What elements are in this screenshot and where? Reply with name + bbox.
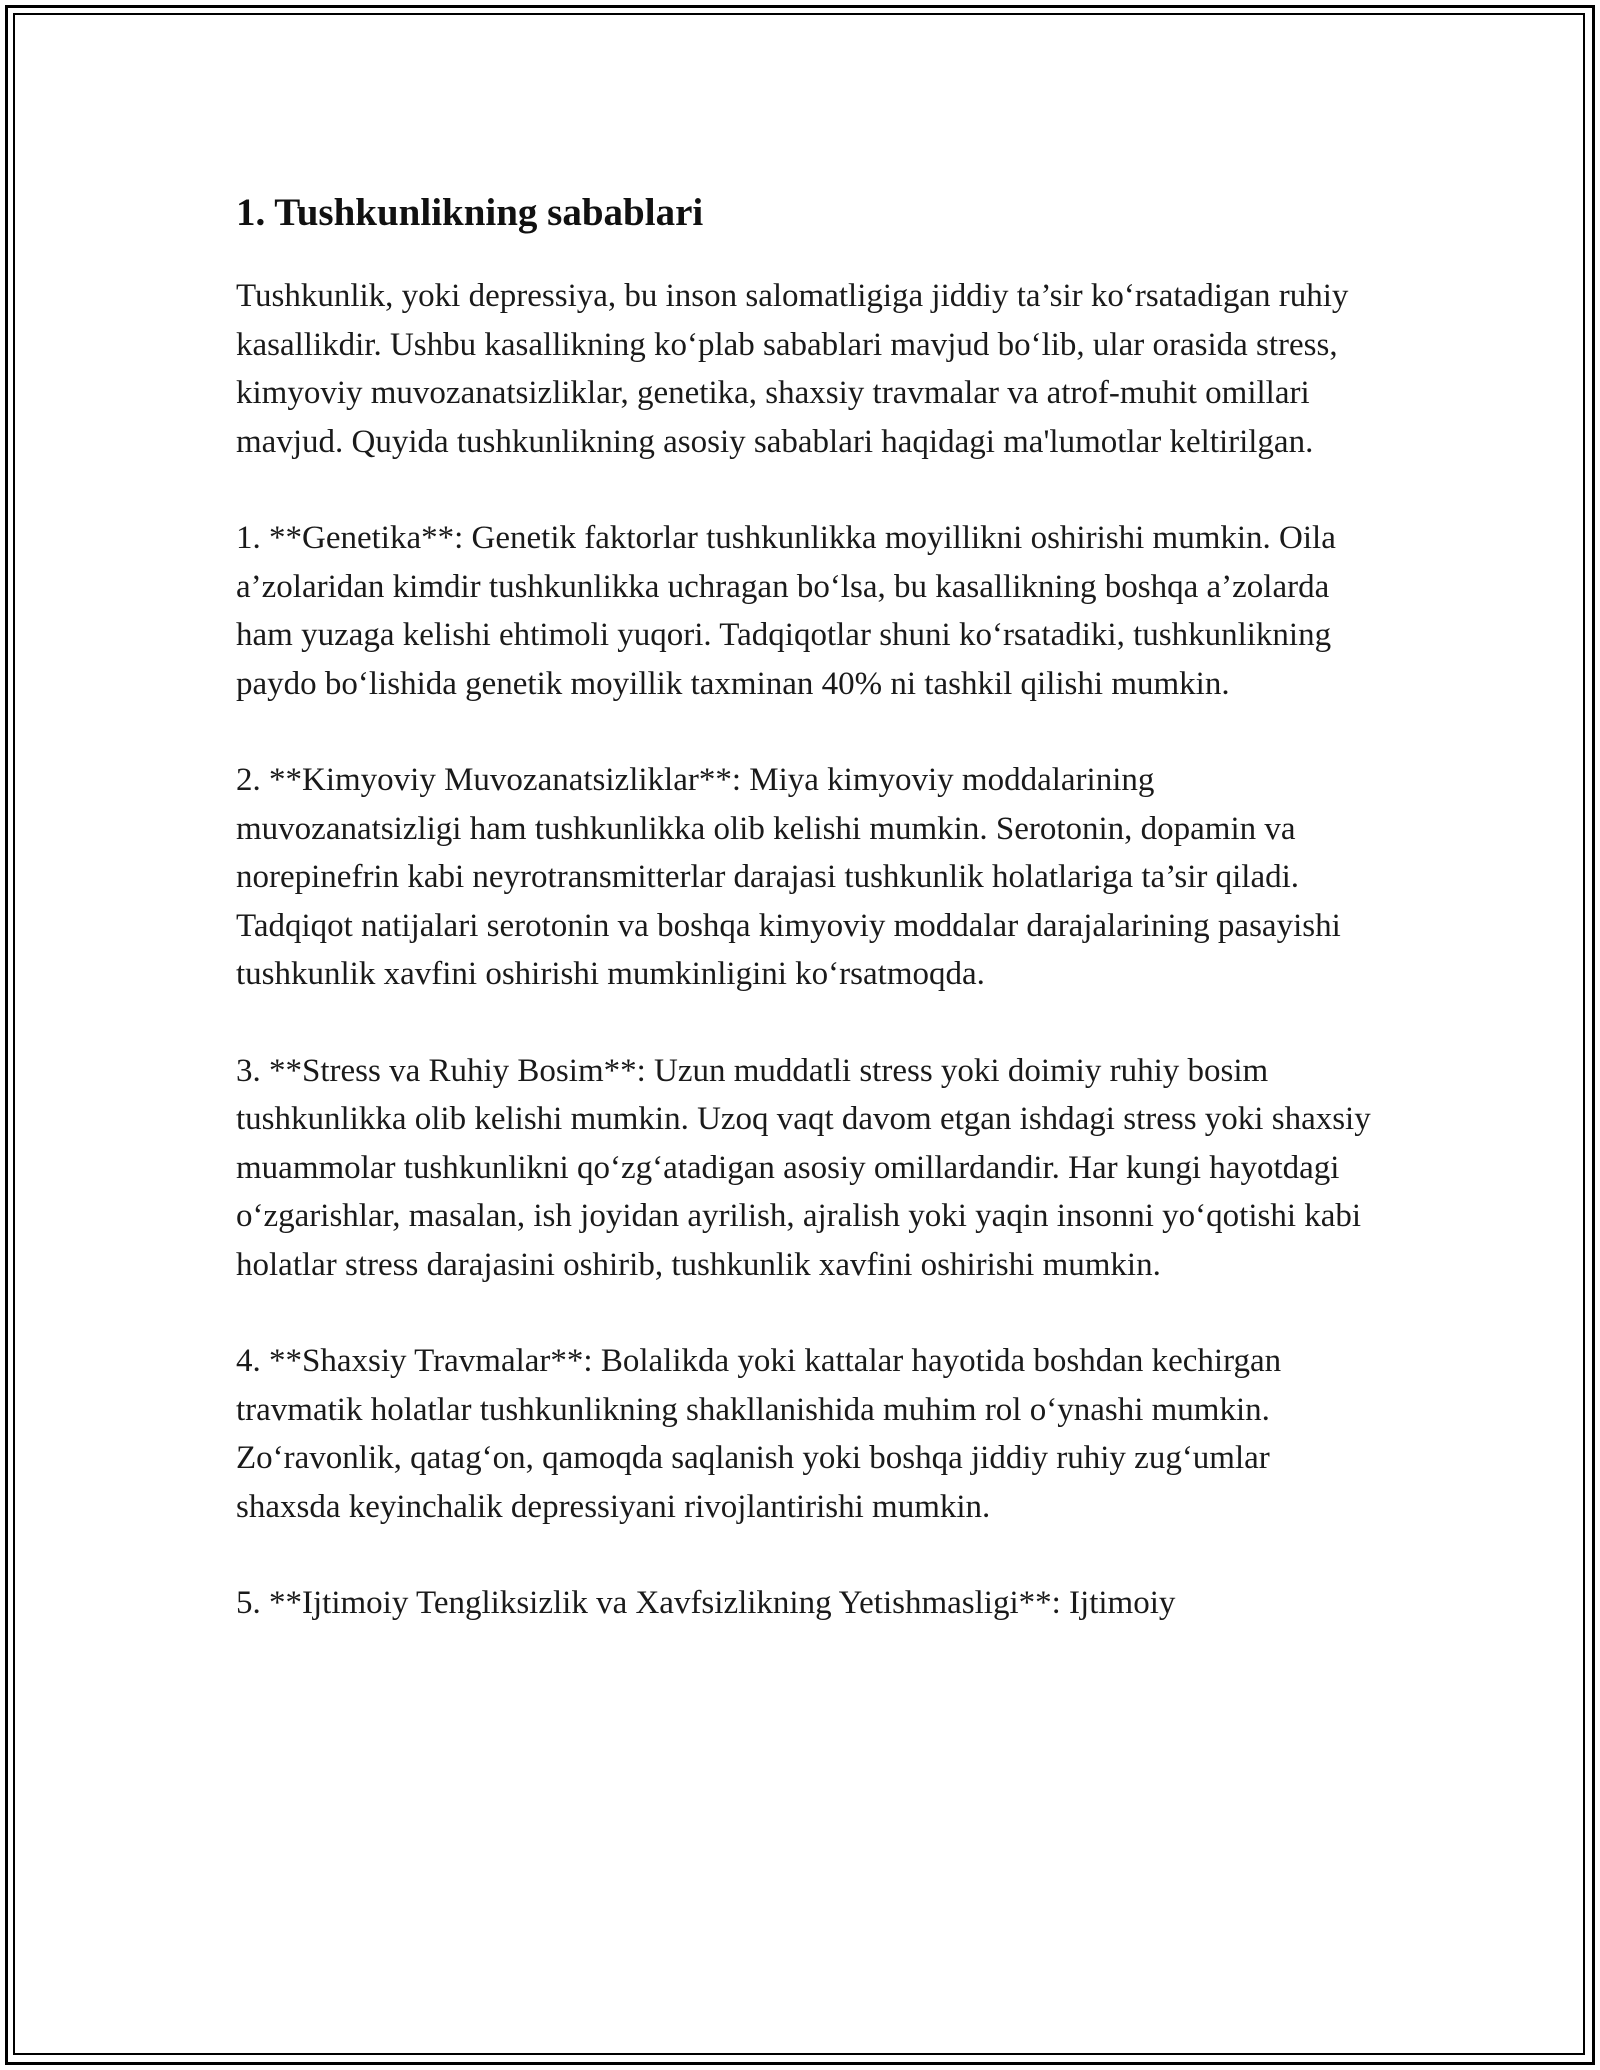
paragraph-stress: 3. **Stress va Ruhiy Bosim**: Uzun muddatli stress yoki doimiy ruhiy bosim tushkunlikka olib kelishi mumkin. Uzoq vaqt davom etgan ishdagi stress yoki shaxsiy muammolar tushkunlikni qo‘zg‘atadigan asosiy omillardandir. Har kungi hayotdagi o‘zgarishlar, masalan, ish joyidan ayrilish, ajralish yoki yaqin insonni yo‘qotishi kabi holatlar stress darajasini oshirib, tushkunlik xavfini oshirishi mumkin. [236,1052,1371,1283]
intro-paragraph: Tushkunlik, yoki depressiya, bu inson salomatligiga jiddiy ta’sir ko‘rsatadigan ruhiy kasallikdir. Ushbu kasallikning ko‘plab sabablari mavjud bo‘lib, ular orasida stress, kimyoviy muvozanatsizliklar, genetika, shaxsiy travmalar va atrof-muhit omillari mavjud. Quyida tushkunlikning asosiy sabablari haqidagi ma'lumotlar keltirilgan. [236,278,1349,460]
paragraph-travmalar: 4. **Shaxsiy Travmalar**: Bolalikda yoki kattalar hayotida boshdan kechirgan travmatik holatlar tushkunlikning shakllanishida muhim rol o‘ynashi mumkin. Zo‘ravonlik, qatag‘on, qamoqda saqlanish yoki boshqa jiddiy ruhiy zug‘umlar shaxsda keyinchalik depressiyani rivojlantirishi mumkin. [236,1343,1282,1525]
paragraph-genetika: 1. **Genetika**: Genetik faktorlar tushkunlikka moyillikni oshirishi mumkin. Oila a’zolaridan kimdir tushkunlikka uchragan bo‘lsa, bu kasallikning boshqa a’zolarda ham yuzaga kelishi ehtimoli yuqori. Tadqiqotlar shuni ko‘rsatadiki, tushkunlikning paydo bo‘lishida genetik moyillik taxminan 40% ni tashkil qilishi mumkin. [236,520,1336,702]
paragraph-ijtimoiy: 5. **Ijtimoiy Tengliksizlik va Xavfsizlikning Yetishmasligi**: Ijtimoiy [236,1585,1176,1621]
document-body [236,188,1376,1676]
paragraph-kimyoviy: 2. **Kimyoviy Muvozanatsizliklar**: Miya kimyoviy moddalarining muvozanatsizligi ham tushkunlikka olib kelishi mumkin. Serotonin, dopamin va norepinefrin kabi neyrotransmitterlar darajasi tushkunlik holatlariga ta’sir qiladi. Tadqiqot natijalari serotonin va boshqa kimyoviy moddalar darajalarining pasayishi tushkunlik xavfini oshirishi mumkinligini ko‘rsatmoqda. [236,762,1341,992]
section-title: 1. Tushkunlikning sabablari [236,191,704,234]
